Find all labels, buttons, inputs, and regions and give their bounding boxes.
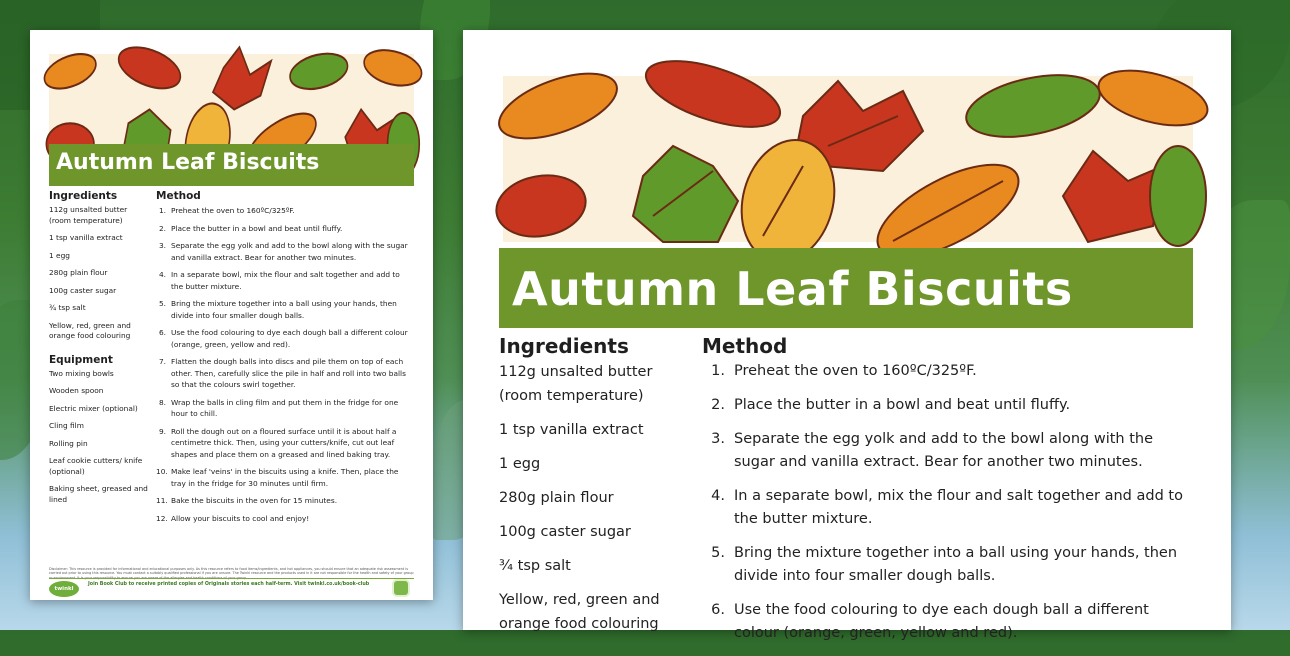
book-club-footer-text: Join Book Club to receive printed copies of Originals stories each half-term. Visit twinkl.co.uk/book-club [88, 582, 370, 587]
method-heading: Method [702, 334, 788, 358]
method-step: 10. Make leaf 'veins' in the biscuits using a knife. Then, place the tray in the fridge for 30 minutes until firm. [156, 467, 399, 488]
method-step: 4. In a separate bowl, mix the flour and salt together and add to the butter mixture. [711, 488, 1183, 527]
method-step: 3. Separate the egg yolk and add to the bowl along with the sugar and vanilla extract. Bear for another two minutes. [711, 431, 1153, 470]
footer-divider [49, 578, 414, 579]
ingredient-item: 112g unsalted butter (room temperature) [49, 205, 128, 225]
equipment-item: Rolling pin [49, 438, 88, 448]
ingredient-item: 1 egg [49, 250, 70, 260]
method-list [156, 205, 414, 524]
method-step: 12. Allow your biscuits to cool and enjoy! [156, 513, 310, 523]
method-step: 2. Place the butter in a bowl and beat until fluffy. [158, 223, 343, 233]
method-step: 5. Bring the mixture together into a ball using your hands, then divide into four smaller dough balls. [158, 299, 397, 320]
method-step: 11. Bake the biscuits in the oven for 15 minutes. [156, 496, 338, 505]
title-bar [49, 144, 414, 186]
twinkl-badge-logo-icon [392, 579, 410, 597]
ingredient-item: 1 tsp vanilla extract [49, 233, 123, 242]
method-step: 7. Flatten the dough balls into discs and pile them on top of each other. Then, carefully slice the pile in half and roll into two balls so that the colours swirl together. [158, 357, 406, 389]
equipment-item: Cling film [49, 421, 84, 430]
ingredient-item: 1 tsp vanilla extract [499, 422, 644, 438]
leaf-banner [503, 76, 1193, 242]
disclaimer-text: Disclaimer: This resource is provided for informational and educational purposes only. As this resource refers to food items/ingredients, and hot appliances, you should ensure that an adequate risk assessment is carried out prior to using this resource. You must contact a suitably qualified professional if you are unsure. The Twinkl resource and the products used in it are not responsible for the health and safety of your group [49, 567, 414, 576]
recipe-sheet-zoomed [463, 30, 1231, 641]
method-step: 1. Preheat the oven to 160ºC/325ºF. [158, 206, 295, 215]
equipment-item: Wooden spoon [49, 386, 104, 395]
equipment-item: Electric mixer (optional) [49, 403, 138, 413]
ingredients-column [49, 190, 149, 512]
ingredient-item: 280g plain flour [499, 490, 614, 506]
page-title: Autumn Leaf Biscuits [512, 262, 1073, 316]
method-column [702, 334, 1193, 656]
method-column [156, 190, 414, 530]
equipment-item: Leaf cookie cutters/ knife (optional) [49, 456, 143, 476]
ingredients-heading: Ingredients [49, 190, 118, 202]
page-title: Autumn Leaf Biscuits [56, 150, 320, 175]
method-list [702, 360, 1193, 645]
method-step: 5. Bring the mixture together into a ball using your hands, then divide into four smaller dough balls. [711, 545, 1178, 584]
recipe-sheet-preview [30, 30, 433, 600]
method-step: 9. Roll the dough out on a floured surface until it is about half a centimetre thick. Then, using your cutters/knife, cut out leaf shapes and place them on a greased and lined baking tray. [158, 426, 397, 459]
ingredient-item: ¾ tsp salt [49, 303, 86, 312]
equipment-item: Baking sheet, greased and lined [49, 484, 148, 504]
ingredient-item: ¾ tsp salt [499, 558, 571, 574]
method-step: 6. Use the food colouring to dye each dough ball a different colour (orange, green, yellow and red). [158, 328, 408, 349]
autumn-leaf-pattern-icon [503, 76, 1193, 242]
ingredient-item: 112g unsalted butter (room temperature) [499, 364, 653, 404]
ingredient-item: Yellow, red, green and orange food colouring [49, 320, 131, 340]
title-bar [499, 248, 1193, 328]
equipment-item: Two mixing bowls [49, 368, 114, 378]
method-step: 2. Place the butter in a bowl and beat until fluffy. [711, 397, 1071, 413]
ingredient-item: 1 egg [499, 456, 541, 472]
ingredient-item: 100g caster sugar [499, 524, 631, 540]
method-step: 1. Preheat the oven to 160ºC/325ºF. [711, 363, 977, 379]
ingredients-heading: Ingredients [499, 334, 629, 358]
method-step: 8. Wrap the balls in cling film and put them in the fridge for one hour to chill. [158, 397, 399, 418]
method-step: 6. Use the food colouring to dye each dough ball a different colour (orange, green, yellow and red). [711, 602, 1149, 641]
ingredients-column [499, 334, 689, 646]
ingredient-item: Yellow, red, green and orange food colouring [499, 592, 660, 632]
method-step: 4. In a separate bowl, mix the flour and salt together and add to the butter mixture. [158, 270, 400, 291]
equipment-heading: Equipment [49, 353, 113, 366]
method-heading: Method [156, 190, 201, 202]
ingredient-item: 280g plain flour [49, 268, 108, 277]
method-step: 3. Separate the egg yolk and add to the bowl along with the sugar and vanilla extract. Bear for another two minutes. [158, 241, 408, 262]
ingredient-item: 100g caster sugar [49, 285, 117, 295]
twinkl-originals-logo-icon: twinkl [49, 581, 79, 597]
